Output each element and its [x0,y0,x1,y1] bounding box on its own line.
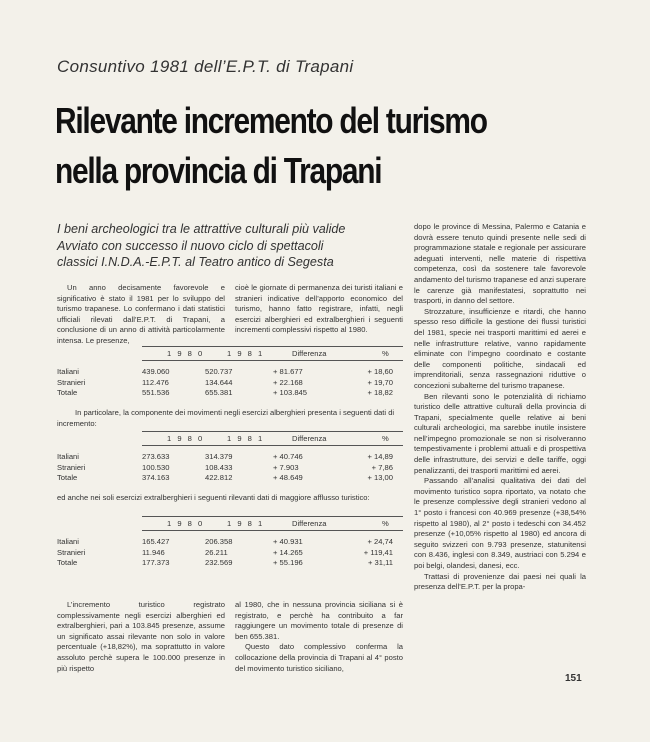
cell: 108.433 [205,462,233,472]
paragraph: cioè le giornate di permanenza dei turisti italiani e stranieri indicative dell’apporto economico del turismo, hanno fatto registrare, infatti, negli esercizi alberghieri ed extralberghieri i seguenti incrementi complessivi rispetto al 1980. [235,283,403,335]
header-pct: % [382,349,389,358]
table-header [142,516,403,531]
table-row [57,558,403,569]
column-1-intro [57,283,225,347]
table-row [57,537,403,548]
cell: 374.163 [142,473,170,483]
cell: 422.812 [205,473,233,483]
cell: Italiani [57,452,79,461]
header-diff: Differenza [292,434,327,443]
cell: 177.373 [142,558,170,568]
cell: + 24,74 [367,537,393,546]
cell: 11.946 [142,547,165,557]
subtitle [57,221,402,271]
cell: + 48.649 [273,473,303,483]
table-extralberghieri [57,516,403,569]
table-row [57,388,403,399]
header-1980: 1 9 8 0 [167,434,205,443]
cell: Stranieri [57,547,86,557]
table-row [57,548,403,559]
subtitle-line: classici I.N.D.A.-E.P.T. al Teatro antico di Segesta [57,255,334,269]
cell: Totale [57,558,78,568]
table-header [142,431,403,446]
table-row [57,367,403,378]
cell: Italiani [57,537,79,546]
header-1981: 1 9 8 1 [227,434,265,443]
cell: 134.644 [205,377,233,387]
paragraph: dopo le province di Messina, Palermo e Catania e dovrà essere tenuto quindi presente nelle sedi di programmazione statale e regionale per assicurare adeguati interventi, nelle materie di rispettiva competenza, così da sostenere tale favorevole andamento del turismo trapanese ed anzi superare le carenze già manifestatesi, soprattutto nei trasporti, in danno del settore. [414,222,586,306]
cell: + 119,41 [363,547,393,557]
cell: 439.060 [142,367,170,376]
cell: 165.427 [142,537,170,546]
cell: + 7,86 [371,462,393,472]
paragraph: al 1980, che in nessuna provincia siciliana si è registrato, e perchè ha contribuito a far raggiungere un movimento totale di presenze di ben 655.381. [235,600,403,641]
cell: + 18,60 [367,367,393,376]
pretitle: Consuntivo 1981 dell’E.P.T. di Trapani [57,57,354,76]
cell: 26.211 [205,547,228,557]
header-1980: 1 9 8 0 [167,349,205,358]
header-1981: 1 9 8 1 [227,349,265,358]
paragraph: Un anno decisamente favorevole e significativo è stato il 1981 per lo sviluppo del turismo trapanese. Lo confermano i dati statistici ufficiali rilevati dall’E.P.T. di Trapani, a conclusione di un anno di attività particolarmente intensa. Le presenze, [57,283,225,345]
table-row [57,473,403,484]
column-2-bottom [235,600,403,674]
column-2-intro [235,283,403,336]
paragraph: L’incremento turistico registrato complessivamente negli esercizi alberghieri ed extralberghieri, pari a 103.845 presenze, assume un significato assai rilevante non solo in valore percentuale (+18,82%), ma soprattutto in valore assoluto perchè supera le 100.000 presenze in più rispetto [57,600,225,673]
cell: + 40.931 [273,537,303,546]
column-3 [414,222,586,593]
header-1981: 1 9 8 1 [227,519,265,528]
paragraph: Trattasi di provenienze dai paesi nei quali la presenza dell’E.P.T. per la propa- [414,571,586,592]
header-pct: % [382,519,389,528]
paragraph-alberghieri: In particolare, la componente dei movimenti negli esercizi alberghieri presenta i seguenti dati di incremento: [57,408,395,428]
headline-line-2: nella provincia di Trapani [55,150,382,191]
cell: 273.633 [142,452,170,461]
table-alberghieri [57,431,403,484]
cell: Italiani [57,367,79,376]
table-row [57,463,403,474]
paragraph: Ben rilevanti sono le potenzialità di richiamo turistico delle attrattive culturali della provincia di Trapani, specialmente quelle relative ai beni culturali archeologici, ma sarebbe inutile insistere nell’impegno promozionale se non si risolveranno tempestivamente i problemi attuali e di prospettiva delle infrastrutture, dei servizi e delle tariffe, oggi penalizzanti, dei trasporti marittimi ed aerei. [414,391,586,475]
paragraph-extralberghieri: ed anche nei soli esercizi extralberghieri i seguenti rilevanti dati di maggiore afflusso turistico: [57,493,370,502]
cell: + 31,11 [368,558,393,568]
cell: Stranieri [57,377,86,387]
paragraph: Strozzature, insufficienze e ritardi, che hanno spesso reso difficile la gestione dei flussi turistici del 1981, specie nei trasporti marittimi ed aerei e nelle infrastrutture relative, vanno rapidamente eliminate con l’impegno coordinato e costante delle componenti politiche, sindacali ed imprenditoriali, senza rassegnazioni riduttive o concezioni subalterne del turismo trapanese. [414,306,586,390]
cell: Totale [57,388,78,398]
cell: 655.381 [205,388,233,398]
header-1980: 1 9 8 0 [167,519,205,528]
cell: 520.737 [205,367,233,376]
cell: + 7.903 [273,462,299,472]
cell: + 55.196 [273,558,303,568]
subtitle-line: Avviato con successo il nuovo ciclo di spettacoli [57,238,324,253]
cell: + 22.168 [273,377,303,387]
cell: + 14.265 [273,547,303,557]
header-pct: % [382,434,389,443]
cell: + 40.746 [273,452,303,461]
cell: Stranieri [57,462,86,472]
table-header [142,346,403,361]
table-totals [57,346,403,399]
cell: 112.476 [142,377,169,387]
paragraph: Passando all’analisi qualitativa dei dati del movimento turistico sopra riportato, va notato che le presenze complessive degli stranieri vedono al 1° posto i francesi con 40.969 presenze (+38,54% rispetto al 1980), al 2° posto i tedeschi con 34.452 presenze (+10,05% rispetto al 1980) ed ancora di seguito svizzeri con 9.793 presenze, statunitensi con 8.436, inglesi con 8.349, austriaci con 5.294 e poi belgi, olandesi, danesi, ecc. [414,476,586,570]
header-diff: Differenza [292,349,327,358]
column-1-bottom [57,600,225,674]
table-row [57,452,403,463]
cell: 232.569 [205,558,233,568]
cell: 314.379 [205,452,233,461]
cell: 100.530 [142,462,170,472]
header-diff: Differenza [292,519,327,528]
cell: Totale [57,473,78,483]
cell: + 81.677 [273,367,303,376]
table-row [57,378,403,389]
cell: + 14,89 [367,452,393,461]
cell: + 13,00 [367,473,393,483]
cell: 551.536 [142,388,170,398]
page-number: 151 [565,673,582,684]
cell: 206.358 [205,537,233,546]
cell: + 103.845 [273,388,307,398]
cell: + 19,70 [367,377,393,387]
subtitle-line: I beni archeologici tra le attrattive culturali più valide [57,222,346,236]
cell: + 18,82 [367,388,393,398]
paragraph: Questo dato complessivo conferma la collocazione della provincia di Trapani al 4° posto del movimento turistico siciliano, [235,642,403,673]
headline-line-1: Rilevante incremento del turismo [55,100,487,141]
